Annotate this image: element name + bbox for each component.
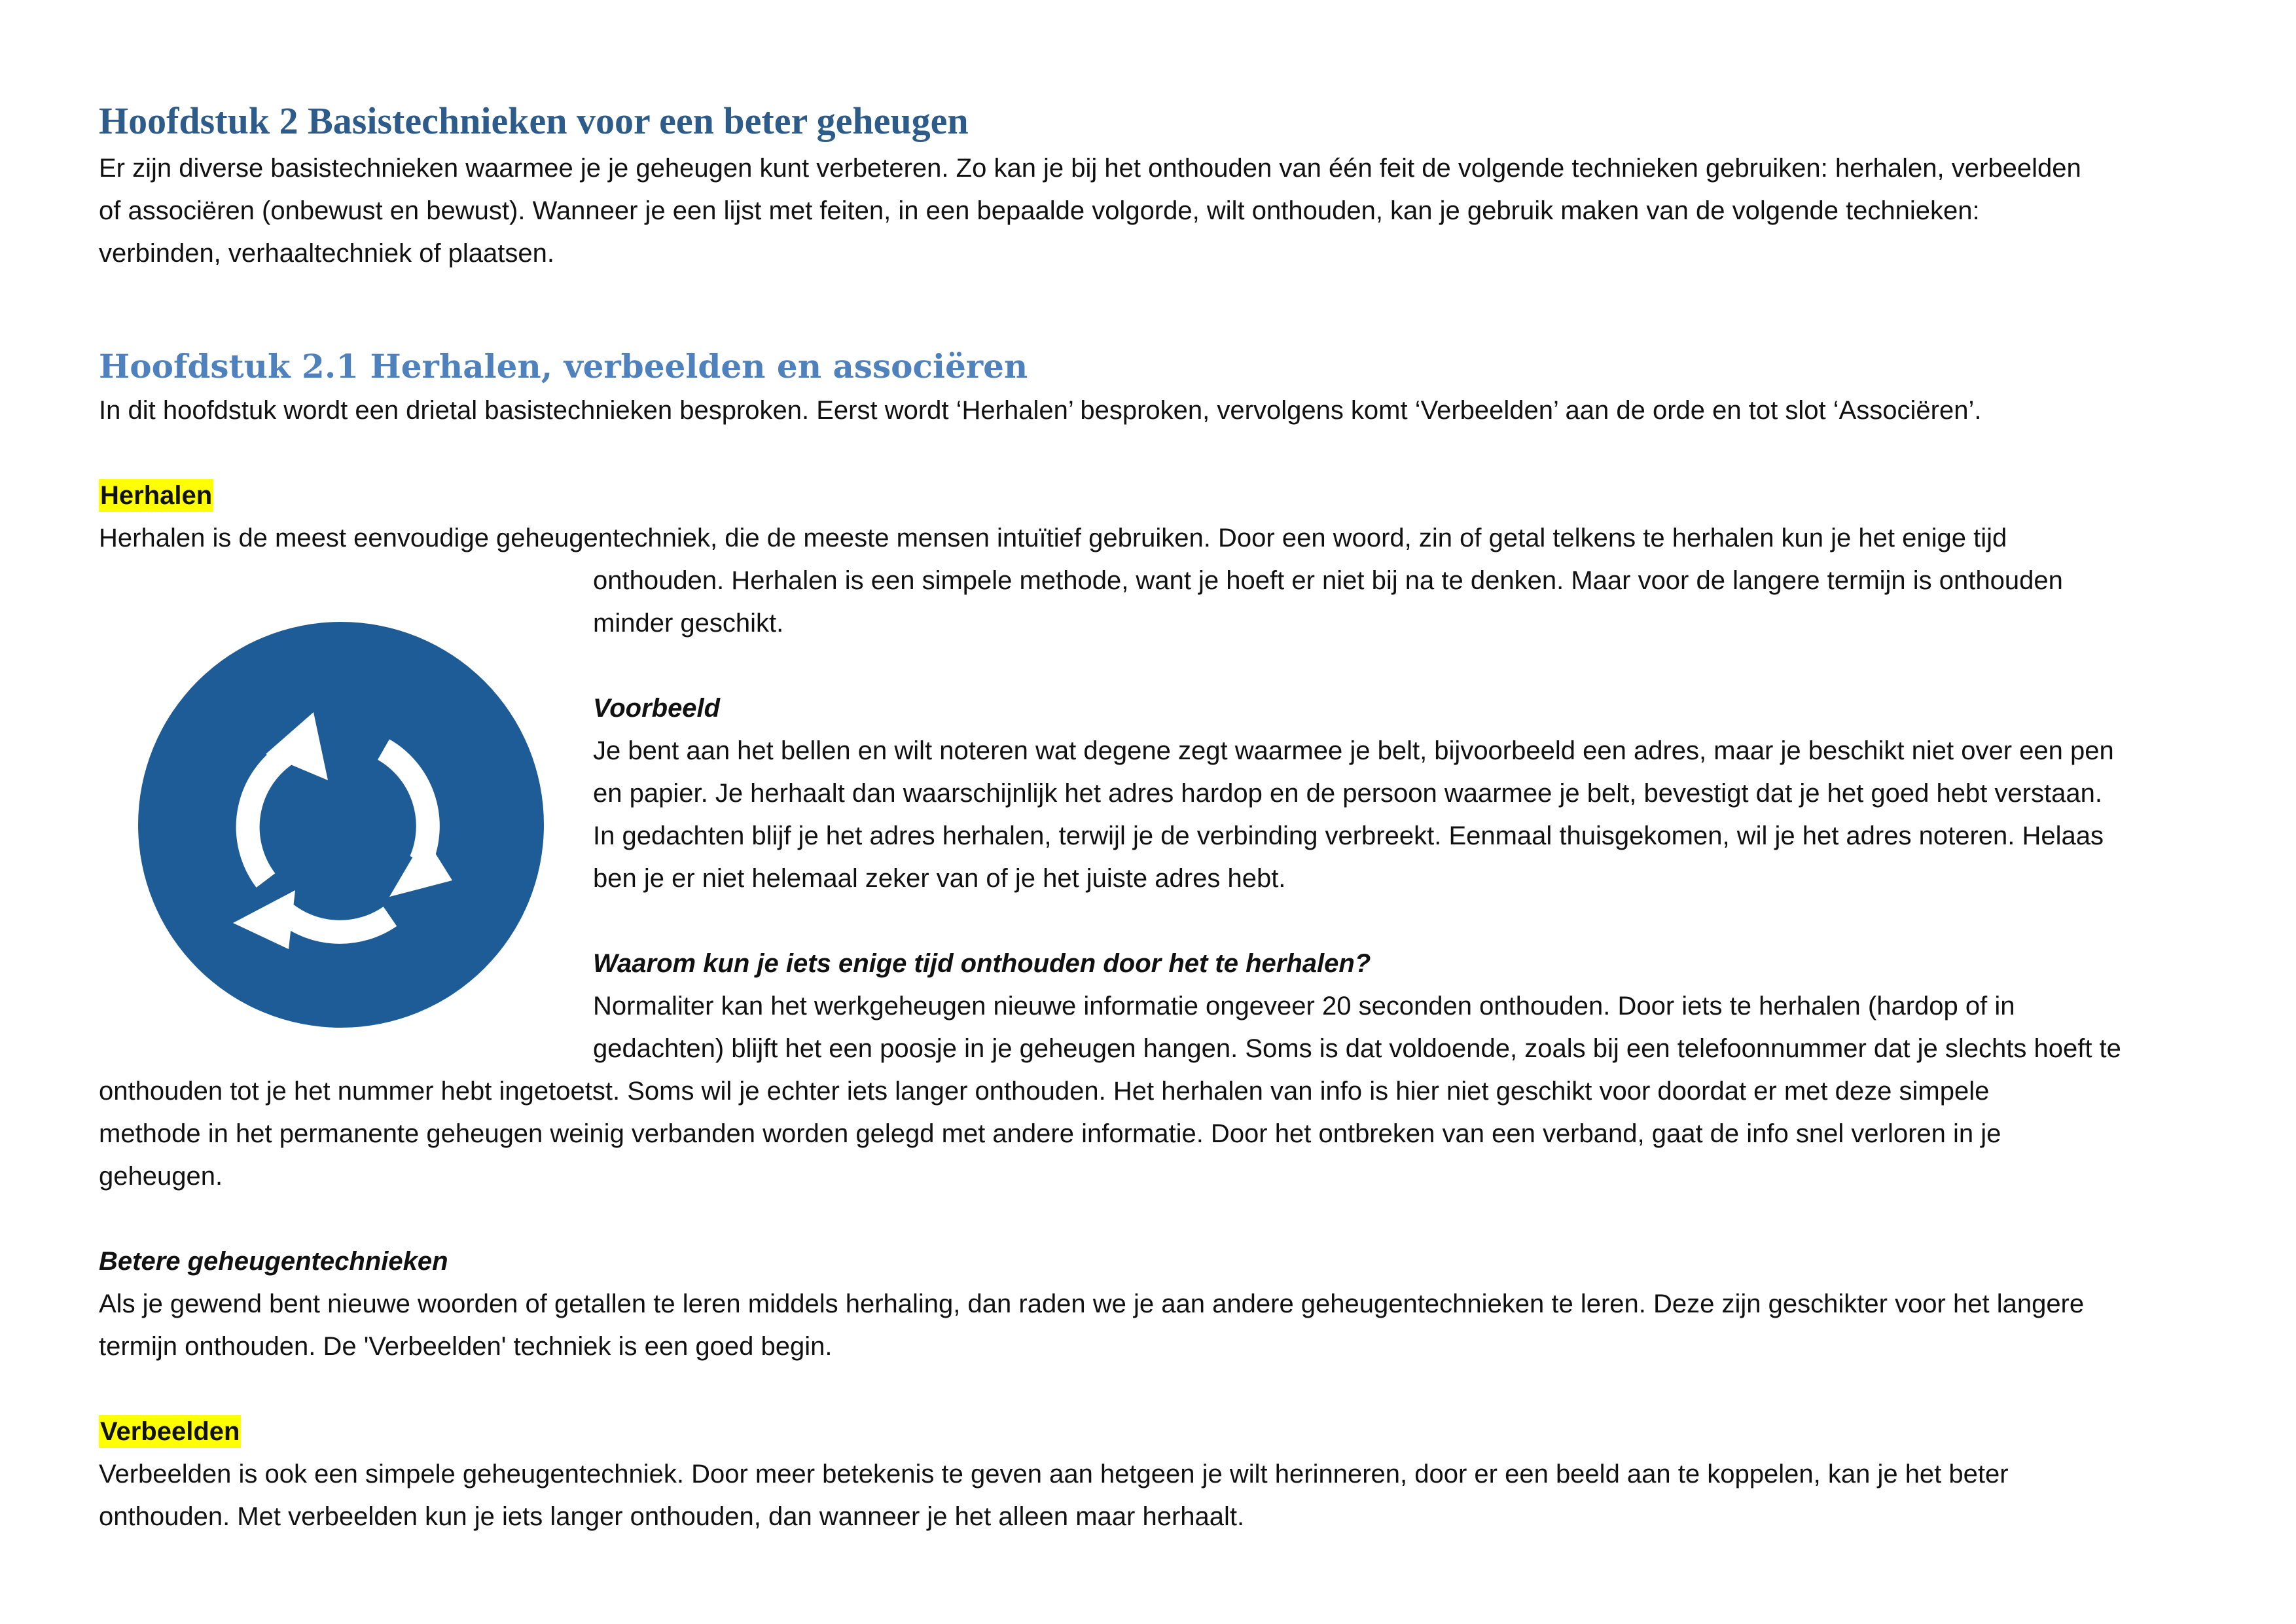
sign-disc — [138, 622, 544, 1028]
waarom-line: onthouden tot je het nummer hebt ingetoetst. Soms wil je echter iets langer onthouden. Het herhalen van info is hier niet geschikt voor doordat er met deze simpele — [99, 1077, 1990, 1106]
voorbeeld-line: en papier. Je herhaalt dan waarschijnlijk het adres hardop en de persoon waarmee je belt, bevestigt dat je het goed hebt verstaan. — [593, 779, 2102, 808]
verbeelden-line: onthouden. Met verbeelden kun je iets langer onthouden, dan wanneer je het alleen maar herhaalt. — [99, 1502, 1245, 1531]
chapter-2-1-title: Hoofdstuk 2.1 Herhalen, verbeelden en associëren — [99, 347, 1028, 386]
herhalen-line: onthouden. Herhalen is een simpele methode, want je hoeft er niet bij na te denken. Maar voor de langere termijn is onthouden — [593, 566, 2063, 595]
voorbeeld-line: ben je er niet helemaal zeker van of je het juiste adres hebt. — [593, 864, 1286, 893]
herhalen-heading-line — [99, 475, 2213, 517]
document-page — [99, 98, 2213, 1538]
voorbeeld-heading: Voorbeeld — [593, 694, 721, 723]
waarom-line: gedachten) blijft het een poosje in je geheugen hangen. Soms is dat voldoende, zoals bij een telefoonnummer dat je slechts hoeft te — [593, 1034, 2121, 1063]
waarom-line: methode in het permanente geheugen weinig verbanden worden gelegd met andere informatie. Door het ontbreken van een verband, gaat de info snel verloren in je — [99, 1119, 2001, 1148]
verbeelden-line: Verbeelden is ook een simpele geheugentechniek. Door meer betekenis te geven aan hetgeen je wilt herinneren, door er een beeld aan te koppelen, kan je het beter — [99, 1460, 2009, 1489]
chapter-2-paragraph-line: of associëren (onbewust en bewust). Wanneer je een lijst met feiten, in een bepaalde volgorde, wilt onthouden, kan je gebruik maken van de volgende technieken: — [99, 196, 1980, 225]
herhalen-line: minder geschikt. — [593, 609, 784, 638]
chapter-2-title: Hoofdstuk 2 Basistechnieken voor een beter geheugen — [99, 99, 969, 142]
betere-line: Als je gewend bent nieuwe woorden of getallen te leren middels herhaling, dan raden we je aan andere geheugentechnieken te leren. Deze zijn geschikter voor het langere — [99, 1290, 2085, 1318]
voorbeeld-line: Je bent aan het bellen en wilt noteren wat degene zegt waarmee je belt, bijvoorbeeld een adres, maar je beschikt niet over een pen — [593, 736, 2114, 765]
chapter-2-paragraph-line: verbinden, verhaaltechniek of plaatsen. — [99, 239, 555, 268]
chapter-2-paragraph-line: Er zijn diverse basistechnieken waarmee je je geheugen kunt verbeteren. Zo kan je bij het onthouden van één feit de volgende technieken gebruiken: herhalen, verbeelden — [99, 154, 2081, 183]
waarom-line: geheugen. — [99, 1162, 223, 1191]
waarom-line: Normaliter kan het werkgeheugen nieuwe informatie ongeveer 20 seconden onthouden. Door iets te herhalen (hardop of in — [593, 992, 2015, 1020]
verbeelden-heading: Verbeelden — [99, 1415, 241, 1448]
herhalen-line: Herhalen is de meest eenvoudige geheugentechniek, die de meeste mensen intuïtief gebruiken. Door een woord, zin of getal telkens te herhalen kun je het enige tijd — [99, 524, 2007, 552]
betere-line: termijn onthouden. De 'Verbeelden' techniek is een goed begin. — [99, 1332, 833, 1361]
waarom-heading: Waarom kun je iets enige tijd onthouden door het te herhalen? — [593, 949, 1371, 978]
chapter-2-1-intro: In dit hoofdstuk wordt een drietal basistechnieken besproken. Eerst wordt ‘Herhalen’ besproken, vervolgens komt ‘Verbeelden’ aan de orde en tot slot ‘Associëren’. — [99, 396, 1982, 425]
image-wrap-section — [99, 560, 2213, 1070]
betere-heading: Betere geheugentechnieken — [99, 1247, 448, 1276]
voorbeeld-line: In gedachten blijf je het adres herhalen, terwijl je de verbinding verbreekt. Eenmaal thuisgekomen, wil je het adres noteren. Helaas — [593, 821, 2104, 850]
herhalen-heading: Herhalen — [99, 479, 213, 512]
roundabout-sign-icon — [132, 615, 550, 1034]
verbeelden-heading-line — [99, 1411, 2213, 1453]
